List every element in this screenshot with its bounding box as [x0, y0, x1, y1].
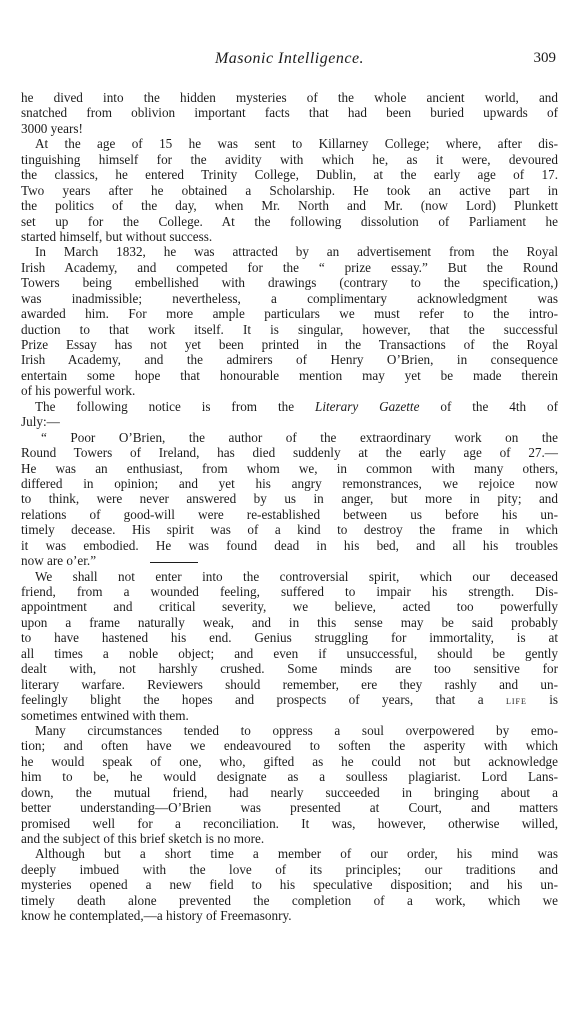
text-line: Prize Essay has not yet been printed in the Transactions of the Royal — [21, 337, 558, 352]
life-word: life — [505, 695, 527, 708]
gazette-line — [21, 399, 558, 414]
text-line: tion; and often have we endeavoured to soften the asperity with which — [21, 738, 558, 754]
text-line: At the age of 15 he was sent to Killarney College; where, after dis- — [35, 136, 558, 152]
quote-end-text: now are o’er.” — [21, 553, 97, 569]
gazette-title: Literary Gazette — [315, 398, 420, 414]
text-line: set up for the College. At the following dissolution of Parliament he — [21, 213, 558, 229]
text-line: started himself, but without success. — [21, 228, 213, 244]
quote-line: “ Poor O’Brien, the author of the extraordinary work on the — [41, 429, 558, 445]
quote-line: it was embodied. He was found dead in his bed, and all his troubles — [21, 537, 558, 553]
text-line: mysteries opened a new field to his speculative disposition; and his un- — [21, 877, 558, 893]
text-line: snatched from oblivion important facts that had been buried upwards of — [21, 105, 558, 121]
text-line: appointment and critical severity, we believe, acted too powerfully — [21, 599, 558, 615]
text-line: promised well for a reconciliation. It was, however, otherwise willed, — [21, 815, 558, 831]
text-line: literary warfare. Reviewers should remember, ere they rashly and un- — [21, 676, 558, 692]
text-line: was inadmissible; nevertheless, a complimentary acknowledgment was — [21, 290, 558, 306]
text-line: We shall not enter into the controversial spirit, which our deceased — [35, 568, 558, 584]
text-line: he dived into the hidden mysteries of the whole ancient world, and — [21, 90, 558, 105]
text-line: July:— — [21, 414, 60, 430]
quote-line: to think, were never answered by us in anger, but more in pity; and — [21, 491, 558, 507]
text-line: In March 1832, he was attracted by an advertisement from the Royal — [35, 244, 558, 260]
text-line: the politics of the day, when Mr. North and Mr. (now Lord) Plunkett — [21, 198, 558, 214]
text-line: dealt with, not harshly crushed. Some minds are too sensitive for — [21, 661, 558, 677]
running-head — [21, 50, 558, 70]
quote-line: Round Towers of Ireland, has died suddenly at the early age of 27.— — [21, 445, 558, 461]
text-line: awarded him. For more ample particulars we must refer to the intro- — [21, 306, 558, 322]
text-line: Irish Academy, and competed for the “ prize essay.” But the Round — [21, 259, 558, 275]
section-rule — [150, 562, 198, 563]
quote-line: He was an enthusiast, from whom we, in common with many others, — [21, 460, 558, 476]
text-line: entertain some hope that honourable mention may yet be made therein — [21, 367, 558, 383]
text-line: upon a frame naturally weak, and in this sense may be said probably — [21, 614, 558, 630]
text-line: tinguishing himself for the avidity with which he, as it were, devoured — [21, 151, 558, 167]
quote-line: relations of good-will were re-established between us before his un- — [21, 506, 558, 522]
text-line: timely death alone prevented the completion of a work, which we — [21, 892, 558, 908]
text-line: know he contemplated,—a history of Freemasonry. — [21, 908, 292, 924]
running-title: Masonic Intelligence. — [214, 50, 365, 67]
text-line: down, the mutual friend, had nearly succeeded in bringing about a — [21, 784, 558, 800]
quote-end-line — [21, 553, 558, 568]
text-line: friend, from a wounded feeling, suffered to impair his strength. Dis- — [21, 584, 558, 599]
document-page — [21, 50, 558, 924]
page-number: 309 — [533, 50, 556, 66]
text-line: to have hastened his end. Genius struggling for immortality, is at — [21, 630, 558, 646]
life-line — [21, 692, 558, 707]
text-line: 3000 years! — [21, 120, 83, 136]
quote-line: differed in opinion; and yet his angry remonstrances, we rejoice now — [21, 475, 558, 491]
text-line: Two years after he obtained a Scholarship. He took an active part in — [21, 182, 558, 198]
body-text — [21, 90, 558, 924]
text-line: and the subject of this brief sketch is no more. — [21, 831, 265, 846]
quote-line: timely decease. His spirit was of a kind to destroy the frame in which — [21, 522, 558, 538]
text-line: better understanding—O’Brien was presented at Court, and matters — [21, 800, 558, 816]
text-line: he would speak of one, who, gifted as he could not but acknowledge — [21, 753, 558, 769]
text-line: of his powerful work. — [21, 383, 136, 399]
text-line: all times a noble object; and even if unsuccessful, should be gently — [21, 645, 558, 661]
text-line: Although but a short time a member of our order, his mind was — [35, 846, 558, 862]
life-lead: feelingly blight the hopes and prospects of years, that a — [21, 692, 484, 708]
text-line: duction to that work itself. It is singular, however, that the successful — [21, 321, 558, 337]
text-line: Many circumstances tended to oppress a soul overpowered by emo- — [35, 722, 558, 738]
text-line: Towers being embellished with drawings (contrary to the specification,) — [21, 275, 558, 291]
text-line: sometimes entwined with them. — [21, 707, 189, 723]
life-tail: is — [549, 692, 559, 708]
text-line: deeply imbued with the love of its principles; our traditions and — [21, 861, 558, 877]
text-line: the classics, he entered Trinity College, Dublin, at the early age of 17. — [21, 167, 558, 183]
text-line: him to be, he would designate as a soulless plagiarist. Lord Lans- — [21, 769, 558, 785]
gazette-tail: of the 4th of — [440, 398, 559, 414]
text-line: Irish Academy, and the admirers of Henry O’Brien, in consequence — [21, 352, 558, 368]
gazette-lead: The following notice is from the — [35, 398, 295, 414]
